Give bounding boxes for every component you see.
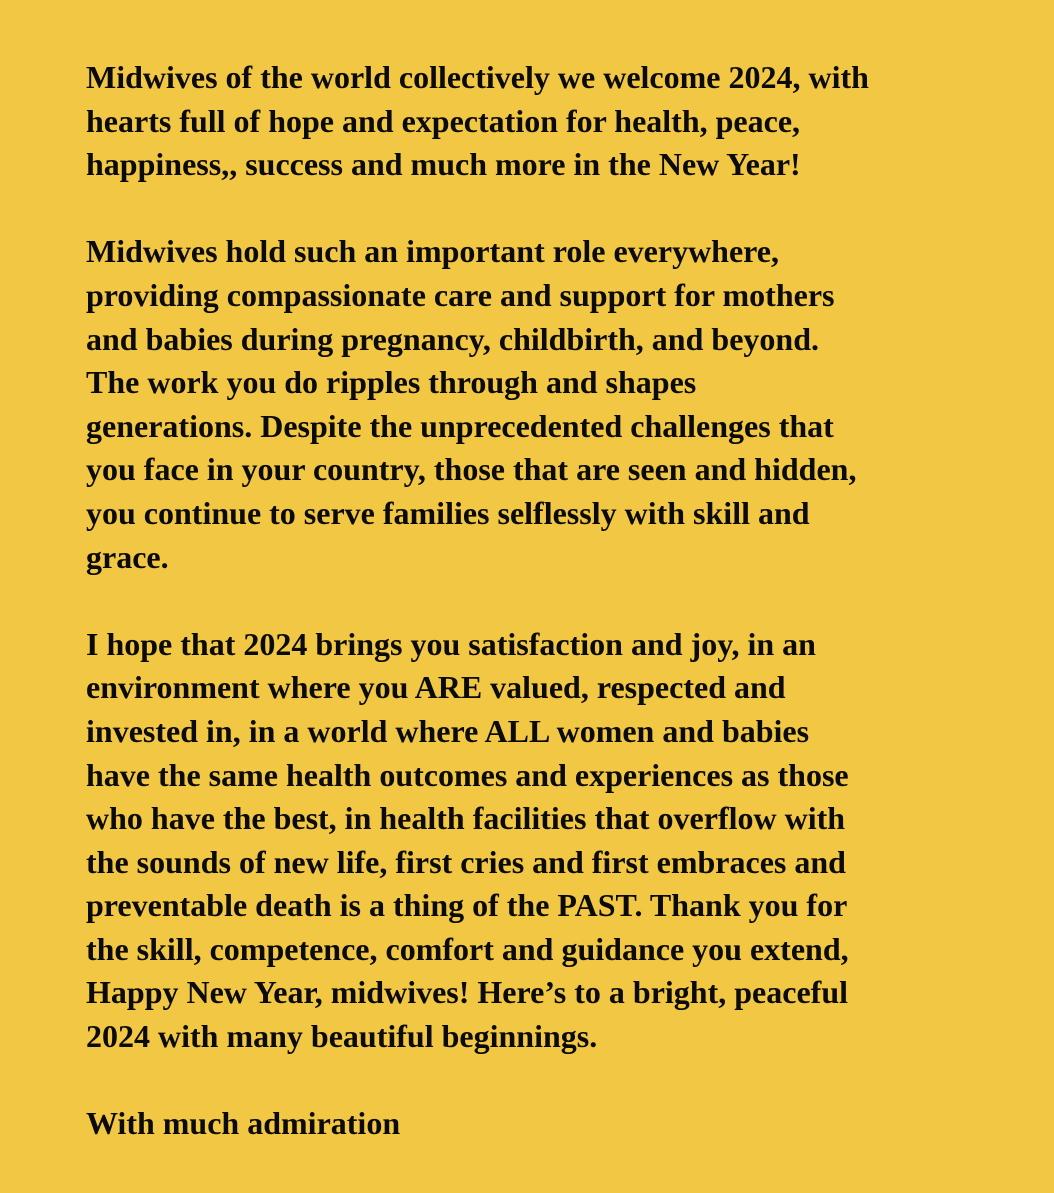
- text-line: and babies during pregnancy, childbirth, and beyond.: [86, 320, 819, 357]
- text-line: Happy New Year, midwives! Here’s to a bright, peaceful: [86, 974, 848, 1011]
- text-line: have the same health outcomes and experiences as those: [86, 756, 849, 793]
- text-line: happiness,, success and much more in the New Year!: [86, 146, 801, 183]
- text-line: invested in, in a world where ALL women and babies: [86, 712, 810, 749]
- paragraph-role: [86, 230, 1046, 579]
- text-line: providing compassionate care and support for mothers: [86, 276, 835, 313]
- text-line: preventable death is a thing of the PAST. Thank you for: [86, 887, 848, 924]
- text-line: Midwives hold such an important role everywhere,: [86, 233, 779, 270]
- text-line: Midwives of the world collectively we welcome 2024, with: [86, 59, 869, 95]
- text-line: I hope that 2024 brings you satisfaction and joy, in an: [86, 625, 816, 662]
- text-line: the skill, competence, comfort and guidance you extend,: [86, 930, 849, 967]
- text-line: you continue to serve families selflessly with skill and: [86, 494, 810, 531]
- text-line: hearts full of hope and expectation for health, peace,: [86, 102, 801, 139]
- closing-text: With much admiration: [86, 1105, 401, 1142]
- text-line: who have the best, in health facilities that overflow with: [86, 800, 846, 837]
- text-line: generations. Despite the unprecedented challenges that: [86, 407, 834, 444]
- letter-body: [86, 56, 1046, 1146]
- closing-signoff: [86, 1102, 1046, 1146]
- text-line: The work you do ripples through and shapes: [86, 364, 697, 401]
- paragraph-greeting: [86, 56, 1046, 187]
- paragraph-hope: [86, 623, 1046, 1059]
- text-line: the sounds of new life, first cries and first embraces and: [86, 843, 846, 880]
- text-line: you face in your country, those that are seen and hidden,: [86, 451, 857, 488]
- text-line: grace.: [86, 538, 169, 575]
- text-line: 2024 with many beautiful beginnings.: [86, 1018, 598, 1055]
- text-line: environment where you ARE valued, respected and: [86, 669, 786, 706]
